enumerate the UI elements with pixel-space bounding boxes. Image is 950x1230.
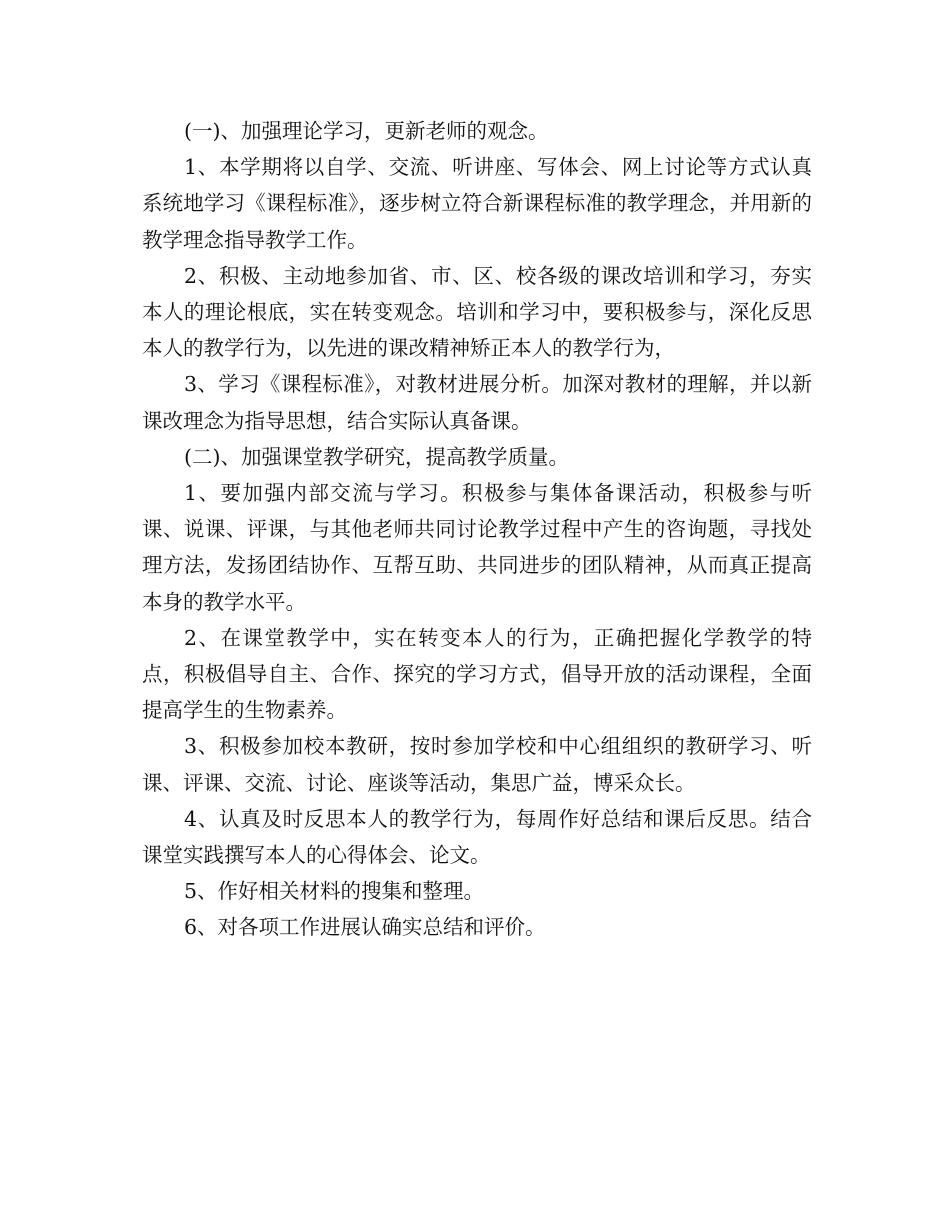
- paragraph-item: 1、要加强内部交流与学习。积极参与集体备课活动，积极参与听课、说课、评课，与其他老师共同讨论教学过程中产生的咨询题，寻找处理方法，发扬团结协作、互帮互助、共同进步的团队精神，从而真正提高本身的教学水平。: [142, 481, 812, 614]
- paragraph-item: 1、本学期将以自学、交流、听讲座、写体会、网上讨论等方式认真系统地学习《课程标准》，逐步树立符合新课程标准的教学理念，并用新的教学理念指导教学工作。: [142, 155, 812, 252]
- document-body: [142, 113, 812, 946]
- paragraph-item: 5、作好相关材料的搜集和整理。: [184, 879, 485, 904]
- paragraph-item: 2、在课堂教学中，实在转变本人的行为，正确把握化学教学的特点，积极倡导自主、合作、探究的学习方式，倡导开放的活动课程，全面提高学生的生物素养。: [142, 625, 812, 723]
- paragraph-item: 3、学习《课程标准》，对教材进展分析。加深对教材的理解，并以新课改理念为指导思想，结合实际认真备课。: [142, 372, 812, 433]
- paragraph-item: 3、积极参加校本教研，按时参加学校和中心组组织的教研学习、听课、评课、交流、讨论、座谈等活动，集思广益，博采众长。: [142, 734, 812, 795]
- section-heading-2: (二)、加强课堂教学研究，提高教学质量。: [184, 444, 569, 469]
- paragraph-item: 6、对各项工作进展认确实总结和评价。: [184, 915, 546, 940]
- paragraph-item: 4、认真及时反思本人的教学行为，每周作好总结和课后反思。结合课堂实践撰写本人的心得体会、论文。: [142, 806, 812, 868]
- paragraph-item: 2、积极、主动地参加省、市、区、校各级的课改培训和学习，夯实本人的理论根底，实在转变观念。培训和学习中，要积极参与，深化反思本人的教学行为，以先进的课改精神矫正本人的教学行为，: [142, 263, 812, 361]
- section-heading-1: (一)、加强理论学习，更新老师的观念。: [184, 119, 549, 143]
